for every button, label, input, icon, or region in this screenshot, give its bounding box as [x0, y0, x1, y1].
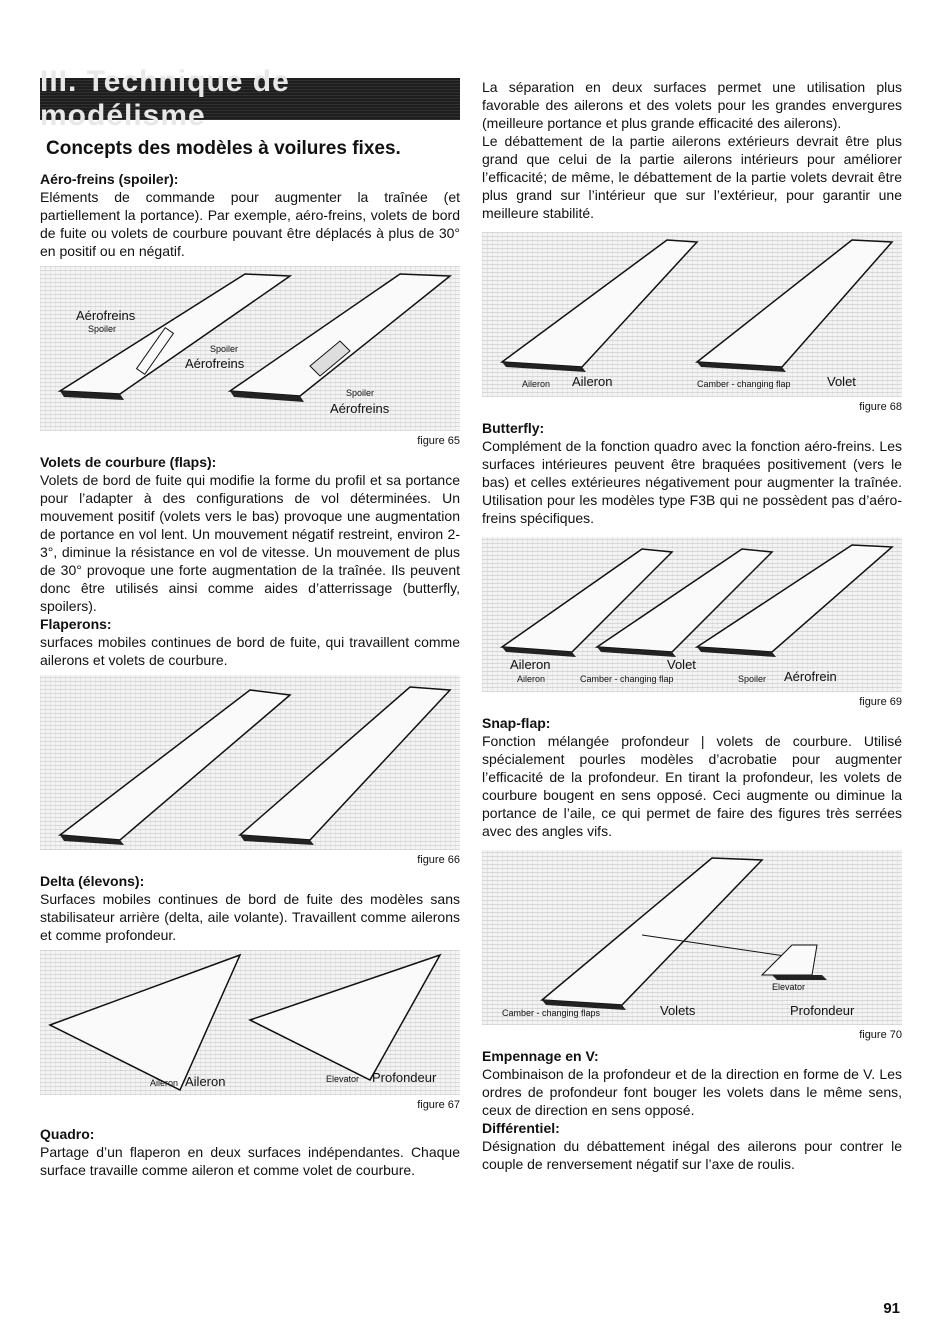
label-volet: Volet: [827, 374, 856, 389]
label-aerofreins-2: Aérofreins: [185, 356, 245, 371]
text-volets-courbure: Volets de bord de fuite qui modifie la forme du profil et sa portance pour l’adapter à des configurations de vol déterminées. Un mouvement positif (volets vers le bas) provoque une augmentation de portance en vol lent. Un mouvement négatif restreint, environ 2-3°, diminue la résistance en vol de vitesse. Un mouvement de plus de 30° provoque une forte augmentation de la traînée. Ils peuvent donc être utilisés ainsi comme aides d’atterrissage (butterfly, spoilers).: [40, 472, 460, 614]
page-title: Concepts des modèles à voilures fixes.: [46, 138, 401, 159]
text-snap-flap: Fonction mélangée profondeur | volets de courbure. Utilisé spécialement pourles modèles d’acrobatie pour augmenter l’efficacité de la profondeur. En tirant la profondeur, les volets de courbure bougent en sens opposé. Ceci augmente ou diminue la portance de l’aile, ce qui permet de faire des figures très serrées avec des angles vifs.: [482, 733, 902, 839]
label-aileron-small: Aileron: [150, 1078, 179, 1088]
text-butterfly: Complément de la fonction quadro avec la fonction aéro-freins. Les surfaces intérieures peuvent être braquées positivement (vers le bas) et celles extérieures négativement pour augmenter la traînée. Utilisation pour les modèles type F3B qui ne possèdent pas d’aéro-freins spécifiques.: [482, 438, 902, 526]
figure-68: [482, 232, 902, 397]
figure-66-drawing: [40, 675, 460, 850]
label-aerofrein: Aérofrein: [784, 669, 837, 684]
label-camber-flaps: Camber - changing flaps: [502, 1008, 601, 1018]
label-profondeur: Profondeur: [790, 1003, 855, 1018]
label-spoiler-1: Spoiler: [88, 324, 117, 334]
text-debattement: Le débattement de la partie ailerons extérieurs devrait être plus grand que celui de la partie ailerons intérieurs pour améliorer l’efficacité; de même, le débattement de la partie volets devrait être plus grand sur l’intérieur que sur l’extérieur, pour garantir une meilleure stabilité.: [482, 133, 902, 221]
caption-figure-69: figure 69: [859, 696, 902, 708]
text-separation: La séparation en deux surfaces permet une utilisation plus favorable des ailerons et des volets pour les grandes envergures (meilleure portance et plus grande efficacité des ailerons).: [482, 79, 902, 131]
figure-66: [40, 675, 460, 850]
text-aero-freins: Eléments de commande pour augmenter la traînée (et partiellement la portance). Par exemple, aéro-freins, volets de bord de fuite ou volets de courbure pouvant être déplacés à plus de 30° en positif ou en négatif.: [40, 189, 460, 259]
figure-67: [40, 950, 460, 1095]
label-profondeur: Profondeur: [372, 1070, 437, 1085]
text-differentiel: Désignation du débattement inégal des ailerons pour contrer le couple de renversement négatif sur l’axe de roulis.: [482, 1138, 902, 1172]
heading-delta: Delta (élevons):: [40, 873, 145, 889]
caption-figure-66: figure 66: [417, 854, 460, 866]
heading-differentiel: Différentiel:: [482, 1120, 560, 1136]
heading-volets-courbure: Volets de courbure (flaps):: [40, 454, 217, 470]
label-aileron: Aileron: [572, 374, 613, 389]
heading-snap-flap: Snap-flap:: [482, 715, 551, 731]
label-elevator: Elevator: [772, 982, 806, 992]
figure-68-drawing: [482, 232, 902, 397]
label-elevator: Elevator: [326, 1074, 360, 1084]
text-flaperons: surfaces mobiles continues de bord de fuite, qui travaillent comme ailerons et volets de courbure.: [40, 634, 460, 668]
text-quadro: Partage d’un flaperon en deux surfaces indépendantes. Chaque surface travaille comme aileron et comme volet de courbure.: [40, 1144, 460, 1178]
left-column: [40, 65, 460, 1179]
figure-70-drawing: [482, 850, 902, 1025]
label-spoiler-2: Spoiler: [210, 344, 239, 354]
figure-65-drawing: [40, 266, 460, 431]
label-aileron-small: Aileron: [522, 379, 551, 389]
text-empennage-v: Combinaison de la profondeur et de la direction en forme de V. Les ordres de profondeur font bouger les volets dans le même sens, ceux de direction en sens opposé.: [482, 1066, 902, 1118]
heading-butterfly: Butterfly:: [482, 420, 545, 436]
heading-quadro: Quadro:: [40, 1126, 95, 1142]
figure-65: [40, 266, 460, 431]
text-delta: Surfaces mobiles continues de bord de fuite des modèles sans stabilisateur arrière (delta, aile volante). Travaillent comme ailerons et comme profondeur.: [40, 891, 460, 943]
right-column: [482, 78, 902, 1173]
caption-figure-68: figure 68: [859, 401, 902, 413]
section-banner: III. Technique de modélisme: [40, 78, 460, 120]
label-aileron-small: Aileron: [517, 674, 546, 684]
heading-aero-freins: Aéro-freins (spoiler):: [40, 171, 179, 187]
label-aerofreins-3: Aérofreins: [330, 401, 390, 416]
caption-figure-65: figure 65: [417, 435, 460, 447]
caption-figure-70: figure 70: [859, 1029, 902, 1041]
label-aileron: Aileron: [185, 1074, 226, 1089]
page-number: 91: [883, 1300, 900, 1317]
figure-70: [482, 850, 902, 1025]
label-camber-flap: Camber - changing flap: [580, 674, 674, 684]
figure-69: [482, 537, 902, 692]
label-camber-flap: Camber - changing flap: [697, 379, 791, 389]
label-aerofreins-1: Aérofreins: [76, 308, 136, 323]
label-volet: Volet: [667, 657, 696, 672]
heading-empennage-v: Empennage en V:: [482, 1048, 599, 1064]
heading-flaperons: Flaperons:: [40, 616, 112, 632]
label-spoiler: Spoiler: [738, 674, 767, 684]
caption-figure-67: figure 67: [417, 1099, 460, 1111]
label-aileron: Aileron: [510, 657, 551, 672]
label-volets: Volets: [660, 1003, 696, 1018]
label-spoiler-3: Spoiler: [346, 388, 375, 398]
